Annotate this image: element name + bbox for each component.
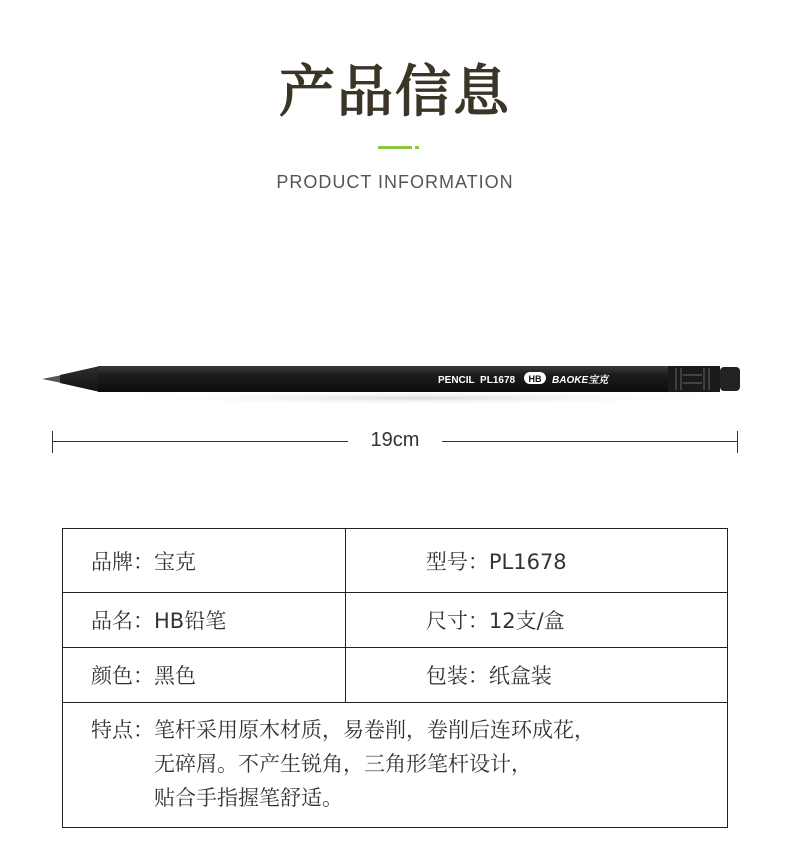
spec-cell-brand: [63, 529, 346, 593]
size-label: 尺寸：: [425, 609, 489, 633]
dimension-cap-left: [52, 431, 53, 453]
page-subtitle: PRODUCT INFORMATION: [276, 172, 514, 192]
name-label: 品名：: [91, 609, 154, 633]
pencil-lead: [42, 375, 62, 383]
spec-row: [63, 703, 728, 828]
pencil-brand-imprint: BAOKE宝克: [552, 375, 609, 386]
dimension-line-left: [52, 441, 348, 442]
color-value: 黑色: [154, 664, 196, 688]
features-line: 贴合手指握笔舒适。: [154, 786, 343, 810]
length-dimension: [52, 428, 738, 456]
features-label: 特点：: [91, 718, 154, 742]
brand-label: 品牌：: [91, 549, 154, 574]
size-value: 12支/盒: [488, 609, 565, 633]
model-value: PL1678: [488, 549, 567, 574]
dimension-line-right: [442, 441, 738, 442]
features-line: 笔杆采用原木材质，易卷削，卷削后连环成花，: [154, 718, 595, 742]
spec-cell-color: [63, 648, 346, 703]
pencil-grade-badge: HB: [528, 374, 542, 384]
features-text: [154, 713, 727, 815]
packaging-label: 包装：: [425, 664, 489, 688]
name-value: HB铅笔: [154, 609, 227, 633]
pencil-image: [40, 350, 750, 410]
color-label: 颜色：: [91, 664, 154, 688]
spec-cell-size: [345, 593, 727, 648]
model-label: 型号：: [425, 549, 489, 574]
length-label: 19cm: [370, 429, 420, 451]
title-accent-line: [378, 146, 412, 149]
spec-cell-name: [63, 593, 346, 648]
pencil-eraser: [720, 367, 740, 391]
packaging-value: 纸盒装: [488, 664, 552, 688]
spec-row: [63, 529, 728, 593]
spec-row: [63, 648, 728, 703]
spec-row: [63, 593, 728, 648]
pencil-imprint: PENCIL PL1678: [438, 375, 516, 386]
pencil-shadow: [90, 391, 750, 405]
spec-cell-model: [345, 529, 727, 593]
features-line: 无碎屑。不产生锐角，三角形笔杆设计，: [154, 752, 532, 776]
page-title: 产品信息: [279, 60, 511, 125]
dimension-cap-right: [737, 431, 738, 453]
spec-table: [62, 528, 728, 828]
spec-cell-packaging: [345, 648, 727, 703]
pencil-tip: [60, 366, 100, 392]
spec-cell-features: [63, 703, 728, 828]
brand-value: 宝克: [154, 549, 196, 574]
